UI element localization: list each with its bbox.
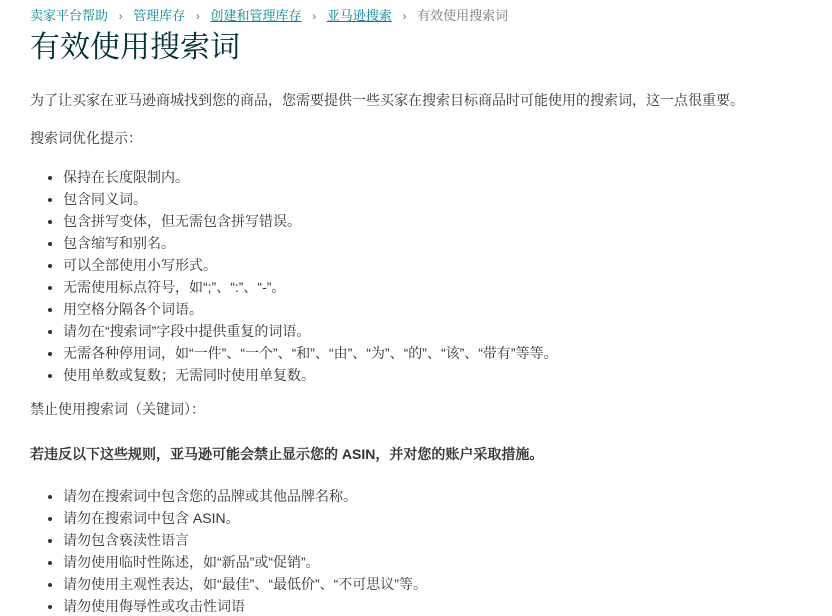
tips-list-item: • 保持在长度限制内。 xyxy=(63,167,792,187)
warning-paragraph: 若违反以下这些规则，亚马逊可能会禁止显示您的 ASIN，并对您的账户采取措施。 xyxy=(30,446,544,462)
tips-list-item: • 用空格分隔各个词语。 xyxy=(63,299,792,319)
tips-list xyxy=(30,167,792,385)
page-title: 有效使用搜索词 xyxy=(30,31,240,64)
tips-list-item: • 无需各种停用词，如“一件”、“一个”、“和”、“由”、“为”、“的”、“该”、“带有”等等。 xyxy=(63,343,792,363)
tips-list-item: • 包含同义词。 xyxy=(63,189,792,209)
breadcrumb-item-label: 创建和管理库存 xyxy=(210,8,302,23)
tips-list-item: • 包含拼写变体，但无需包含拼写错误。 xyxy=(63,211,792,231)
breadcrumb-links xyxy=(30,8,417,23)
prohibited-list-item: • 请勿包含亵渎性语言 xyxy=(63,530,792,550)
prohibited-list-item: • 请勿使用侮辱性或攻击性词语 xyxy=(63,596,792,616)
breadcrumb-current-page: 有效使用搜索词 xyxy=(417,8,509,23)
breadcrumb-separator: › xyxy=(312,9,317,23)
prohibited-list-item: • 请勿在搜索词中包含您的品牌或其他品牌名称。 xyxy=(63,486,792,506)
tips-list-item: • 无需使用标点符号，如“;”、“:”、“-”。 xyxy=(63,277,792,297)
prohibited-heading: 禁止使用搜索词（关键词）： xyxy=(30,401,205,417)
breadcrumb-separator: › xyxy=(195,9,200,23)
breadcrumb-item[interactable] xyxy=(327,8,417,23)
prohibited-list-item: • 请勿使用主观性表达，如“最佳”、“最低价”、“不可思议”等。 xyxy=(63,574,792,594)
prohibited-list xyxy=(30,486,792,616)
prohibited-list-item: • 请勿使用临时性陈述，如“新品”或“促销”。 xyxy=(63,552,792,572)
breadcrumb-item[interactable] xyxy=(211,8,327,23)
tips-list-item: • 包含缩写和别名。 xyxy=(63,233,792,253)
tips-list-item: • 请勿在“搜索词”字段中提供重复的词语。 xyxy=(63,321,792,341)
breadcrumb-item-label: 亚马逊搜索 xyxy=(326,8,392,23)
tips-list-item: • 使用单数或复数；无需同时使用单复数。 xyxy=(63,365,792,385)
prohibited-list-item: • 请勿在搜索词中包含 ASIN。 xyxy=(63,508,792,528)
breadcrumb-item-label: 卖家平台帮助 xyxy=(30,8,109,23)
intro-paragraph: 为了让买家在亚马逊商城找到您的商品，您需要提供一些买家在搜索目标商品时可能使用的搜索词，这一点很重要。 xyxy=(30,92,744,108)
tips-list-item: • 可以全部使用小写形式。 xyxy=(63,255,792,275)
tips-heading: 搜索词优化提示： xyxy=(30,130,142,146)
breadcrumb-item[interactable] xyxy=(30,8,133,23)
breadcrumb xyxy=(30,8,792,24)
breadcrumb-separator: › xyxy=(402,9,407,23)
breadcrumb-item-label: 管理库存 xyxy=(133,8,186,23)
breadcrumb-item[interactable] xyxy=(133,8,210,23)
breadcrumb-separator: › xyxy=(118,9,123,23)
